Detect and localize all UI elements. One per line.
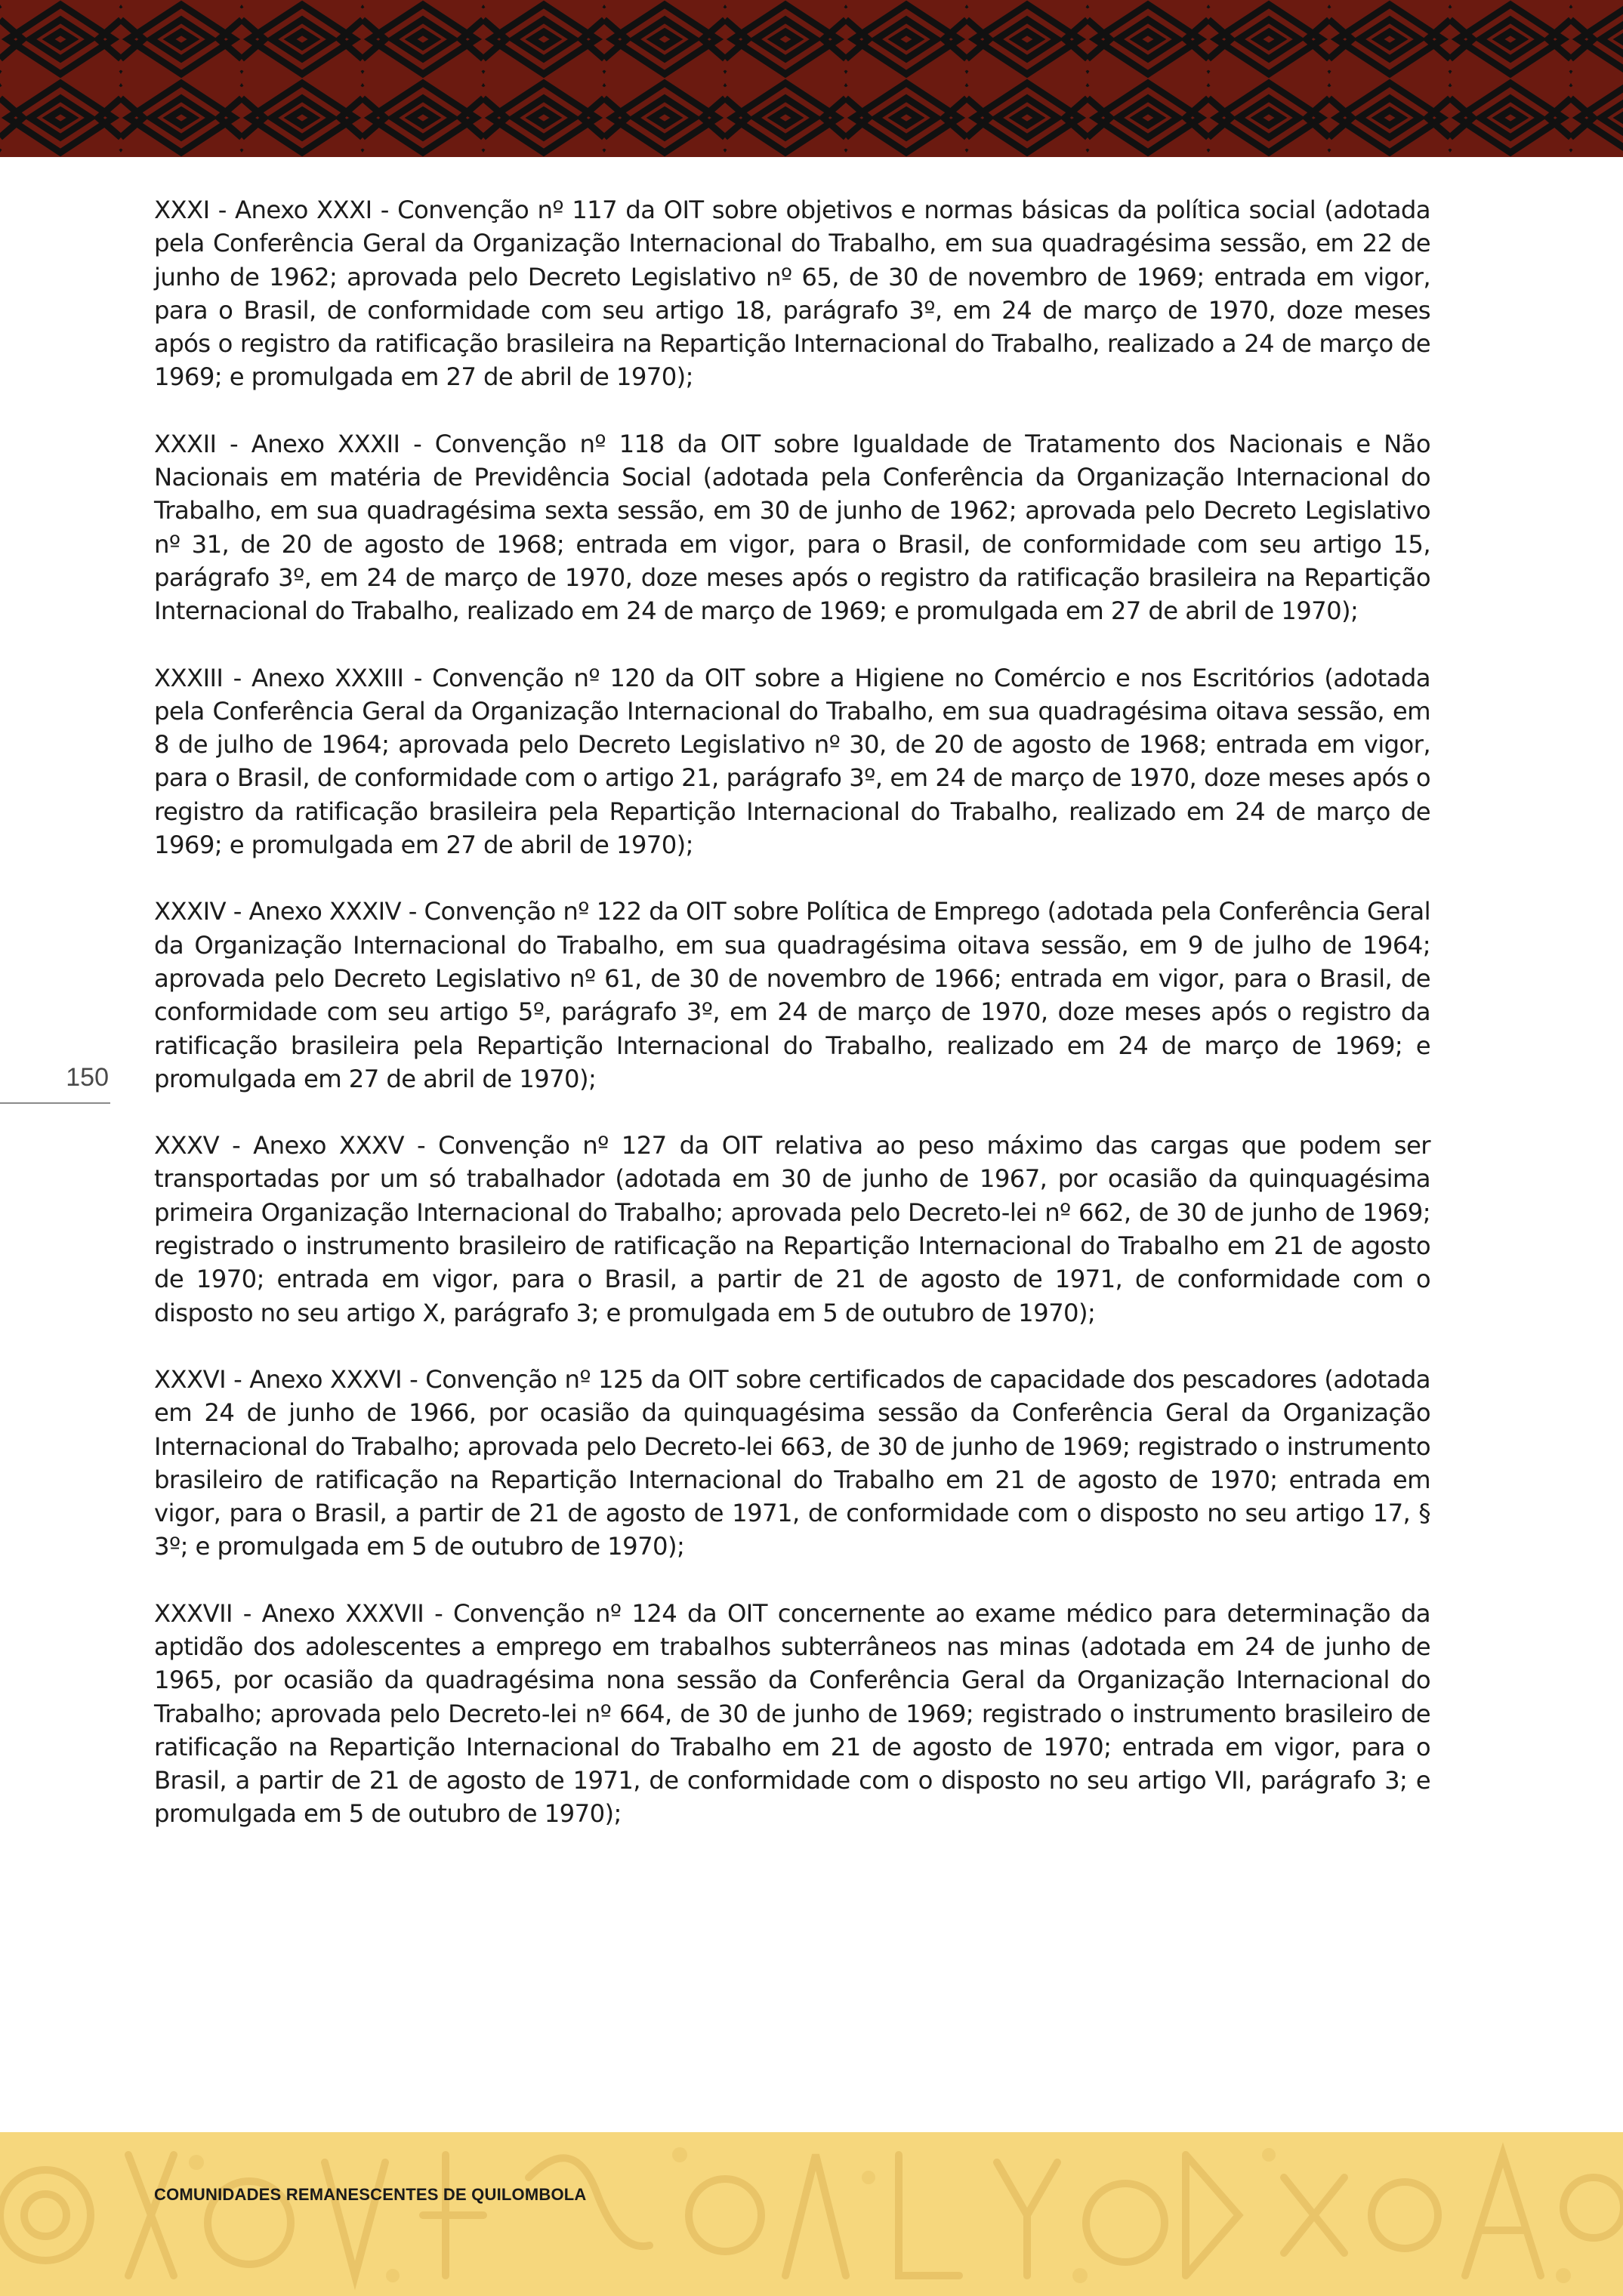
page-number: 150 xyxy=(66,1063,109,1092)
paragraph-xxxiv: XXXIV - Anexo XXXIV - Convenção nº 122 da OIT sobre Política de Emprego (adotada pela Conferência Geral da Organização Internacional do Trabalho, em sua quadragésima oitava sessão, em 9 de julho de 1964; aprovada pelo Decreto Legislativo nº 61, de 30 de novembro de 1966; entrada em vigor, para o Brasil, de conformidade com seu artigo 5º, parágrafo 3º, em 24 de março de 1970, doze meses após o registro da ratificação brasileira pela Repartição Internacional do Trabalho, realizado em 24 de março de 1969; e promulgada em 27 de abril de 1970); xyxy=(154,897,1430,1093)
paragraph-xxxvii: XXXVII - Anexo XXXVII - Convenção nº 124 da OIT concernente ao exame médico para determinação da aptidão dos adolescentes a emprego em trabalhos subterrâneos nas minas (adotada em 24 de junho de 1965, por ocasião da quadragésima nona sessão da Conferência Geral da Organização Internacional do Trabalho; aprovada pelo Decreto-lei nº 664, de 30 de junho de 1969; registrado o instrumento brasileiro de ratificação na Repartição Internacional do Trabalho em 21 de agosto de 1970; entrada em vigor, para o Brasil, a partir de 21 de agosto de 1971, de conformidade com o disposto no seu artigo VII, parágrafo 3; e promulgada em 5 de outubro de 1970); xyxy=(154,1598,1430,1829)
tribal-pattern-icon xyxy=(0,0,1623,157)
header-pattern-band xyxy=(0,0,1623,157)
footer-pattern-band xyxy=(0,2132,1623,2296)
glyph-pattern-icon xyxy=(0,2132,1623,2296)
document-body xyxy=(154,193,1430,1864)
footer-title: COMUNIDADES REMANESCENTES DE QUILOMBOLA xyxy=(154,2185,587,2204)
paragraph-xxxiii: XXXIII - Anexo XXXIII - Convenção nº 120 da OIT sobre a Higiene no Comércio e nos Escritórios (adotada pela Conferência Geral da Organização Internacional do Trabalho, em sua quadragésima oitava sessão, em 8 de julho de 1964; aprovada pelo Decreto Legislativo nº 30, de 20 de agosto de 1968; entrada em vigor, para o Brasil, de conformidade com o artigo 21, parágrafo 3º, em 24 de março de 1970, doze meses após o registro da ratificação brasileira pela Repartição Internacional do Trabalho, realizado em 24 de março de 1969; e promulgada em 27 de abril de 1970); xyxy=(154,663,1430,860)
paragraph-xxxv: XXXV - Anexo XXXV - Convenção nº 127 da OIT relativa ao peso máximo das cargas que podem ser transportadas por um só trabalhador (adotada em 30 de junho de 1967, por ocasião da quinquagésima primeira Organização Internacional do Trabalho; aprovada pelo Decreto-lei nº 662, de 30 de junho de 1969; registrado o instrumento brasileiro de ratificação na Repartição Internacional do Trabalho em 21 de agosto de 1970; entrada em vigor, para o Brasil, a partir de 21 de agosto de 1971, de conformidade com o disposto no seu artigo X, parágrafo 3; e promulgada em 5 de outubro de 1970); xyxy=(154,1131,1430,1327)
paragraph-xxxii: XXXII - Anexo XXXII - Convenção nº 118 da OIT sobre Igualdade de Tratamento dos Nacionais e Não Nacionais em matéria de Previdência Social (adotada pela Conferência da Organização Internacional do Trabalho, em sua quadragésima sexta sessão, em 30 de junho de 1962; aprovada pelo Decreto Legislativo nº 31, de 20 de agosto de 1968; entrada em vigor, para o Brasil, de conformidade com seu artigo 15, parágrafo 3º, em 24 de março de 1970, doze meses após o registro da ratificação brasileira na Repartição Internacional do Trabalho, realizado em 24 de março de 1969; e promulgada em 27 de abril de 1970); xyxy=(154,429,1430,626)
paragraph-xxxvi: XXXVI - Anexo XXXVI - Convenção nº 125 da OIT sobre certificados de capacidade dos pescadores (adotada em 24 de junho de 1966, por ocasião da quinquagésima sessão da Conferência Geral da Organização Internacional do Trabalho; aprovada pelo Decreto-lei 663, de 30 de junho de 1969; registrado o instrumento brasileiro de ratificação na Repartição Internacional do Trabalho em 21 de agosto de 1970; entrada em vigor, para o Brasil, a partir de 21 de agosto de 1971, de conformidade com o disposto no seu artigo 17, § 3º; e promulgada em 5 de outubro de 1970); xyxy=(154,1364,1430,1561)
page-number-divider xyxy=(0,1102,110,1104)
paragraph-xxxi: XXXI - Anexo XXXI - Convenção nº 117 da OIT sobre objetivos e normas básicas da política social (adotada pela Conferência Geral da Organização Internacional do Trabalho, em sua quadragésima sessão, em 22 de junho de 1962; aprovada pelo Decreto Legislativo nº 65, de 30 de novembro de 1969; entrada em vigor, para o Brasil, de conformidade com seu artigo 18, parágrafo 3º, em 24 de março de 1970, doze meses após o registro da ratificação brasileira na Repartição Internacional do Trabalho, realizado a 24 de março de 1969; e promulgada em 27 de abril de 1970); xyxy=(154,196,1430,392)
